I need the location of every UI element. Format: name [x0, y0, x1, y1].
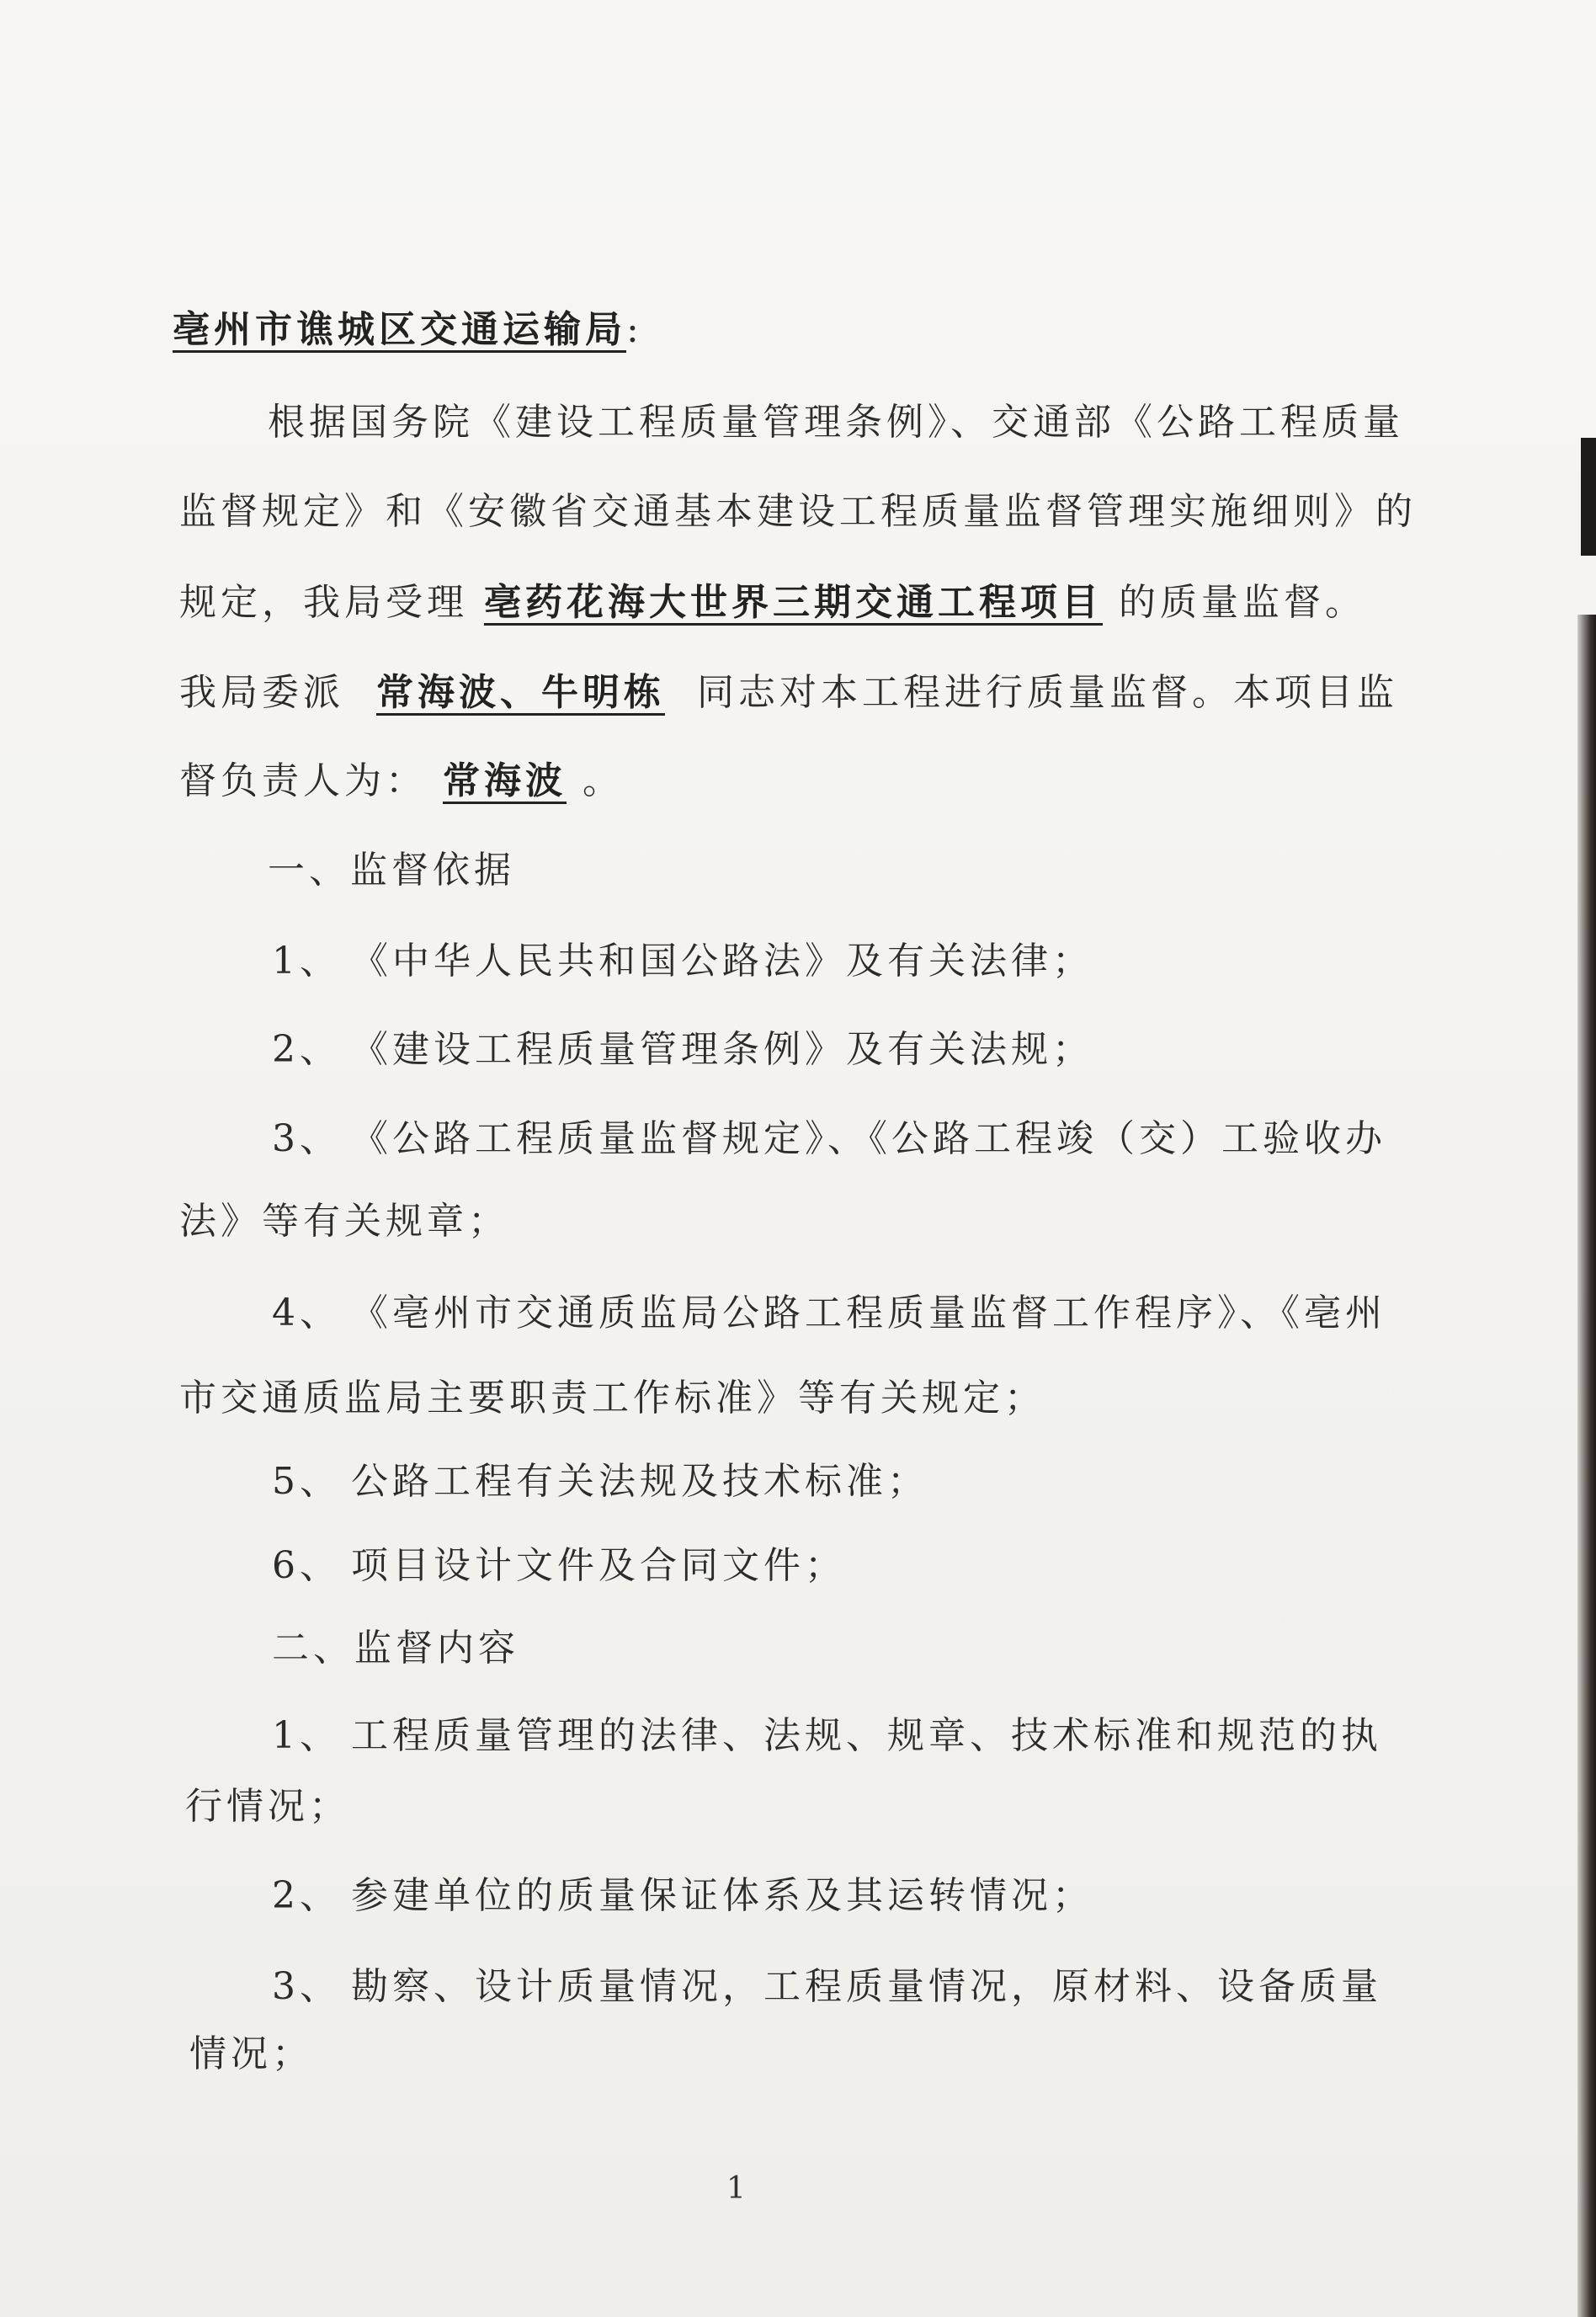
- intro-line-3: [179, 578, 1366, 628]
- item-text: 《公路工程质量监督规定》、《公路工程竣（交）工验收办: [351, 1117, 1386, 1160]
- scanner-edge-shadow: [1577, 615, 1596, 2317]
- intro-line-4-prefix: 我局委派: [179, 671, 344, 714]
- section-1-heading: 一、监督依据: [268, 849, 515, 892]
- project-name: 亳药花海大世界三期交通工程项目: [484, 581, 1103, 624]
- intro-line-5-suffix: 。: [583, 759, 624, 802]
- item-text: 参建单位的质量保证体系及其运转情况；: [351, 1874, 1093, 1917]
- item-number: 3、: [272, 1965, 341, 2008]
- supervisors: 常海波、牛明栋: [375, 671, 665, 714]
- item-number: 3、: [272, 1117, 341, 1160]
- section-1-item-3-cont: 法》等有关规章；: [179, 1200, 509, 1243]
- item-text: 《中华人民共和国公路法》及有关法律；: [351, 940, 1093, 983]
- intro-line-2: 监督规定》和《安徽省交通基本建设工程质量监督管理实施细则》的: [179, 490, 1417, 533]
- item-text: 《亳州市交通质监局公路工程质量监督工作程序》、《亳州: [351, 1292, 1386, 1334]
- intro-line-5-prefix: 督负责人为：: [179, 759, 427, 802]
- section-1-item-4: [272, 1288, 1386, 1339]
- section-1-item-6: [272, 1541, 846, 1591]
- item-number: 4、: [272, 1292, 341, 1334]
- addressee: 亳州市谯城区交通运输局: [173, 308, 626, 351]
- item-number: 2、: [272, 1028, 341, 1071]
- item-text: 项目设计文件及合同文件；: [351, 1544, 846, 1587]
- item-text: 《建设工程质量管理条例》及有关法规；: [351, 1028, 1093, 1071]
- section-2-item-1-cont: 行情况；: [185, 1785, 350, 1828]
- intro-line-1: 根据国务院《建设工程质量管理条例》、交通部《公路工程质量: [268, 401, 1404, 444]
- section-2-item-1: [272, 1711, 1382, 1761]
- addressee-colon: :: [626, 308, 643, 351]
- intro-line-4-suffix: 同志对本工程进行质量监督。本项目监: [696, 671, 1398, 714]
- item-number: 2、: [272, 1874, 341, 1917]
- item-text: 勘察、设计质量情况，工程质量情况，原材料、设备质量: [351, 1965, 1382, 2008]
- section-1-item-2: [272, 1025, 1093, 1075]
- intro-line-3-prefix: 规定，我局受理: [179, 581, 468, 624]
- section-2-item-3-cont: 情况；: [189, 2032, 313, 2075]
- section-2-item-3: [272, 1962, 1382, 2012]
- item-number: 5、: [272, 1460, 341, 1503]
- lead-supervisor: 常海波: [443, 759, 567, 802]
- scanner-edge-mark: [1581, 438, 1596, 556]
- addressee-line: [173, 305, 643, 355]
- section-1-item-1: [272, 936, 1093, 987]
- intro-line-3-suffix: 的质量监督。: [1119, 581, 1366, 624]
- section-1-item-3: [272, 1114, 1386, 1164]
- item-number: 1、: [272, 1714, 341, 1757]
- item-number: 1、: [272, 940, 341, 983]
- page-number: 1: [726, 2171, 746, 2206]
- section-1-item-4-cont: 市交通质监局主要职责工作标准》等有关规定；: [179, 1377, 1045, 1419]
- item-text: 工程质量管理的法律、法规、规章、技术标准和规范的执: [351, 1714, 1382, 1757]
- intro-line-5: [179, 756, 624, 807]
- section-2-item-2: [272, 1871, 1093, 1921]
- item-number: 6、: [272, 1544, 341, 1587]
- section-1-item-5: [272, 1457, 928, 1507]
- intro-line-4: [179, 668, 1398, 718]
- section-2-heading: 二、监督内容: [272, 1627, 519, 1670]
- item-text: 公路工程有关法规及技术标准；: [351, 1460, 928, 1503]
